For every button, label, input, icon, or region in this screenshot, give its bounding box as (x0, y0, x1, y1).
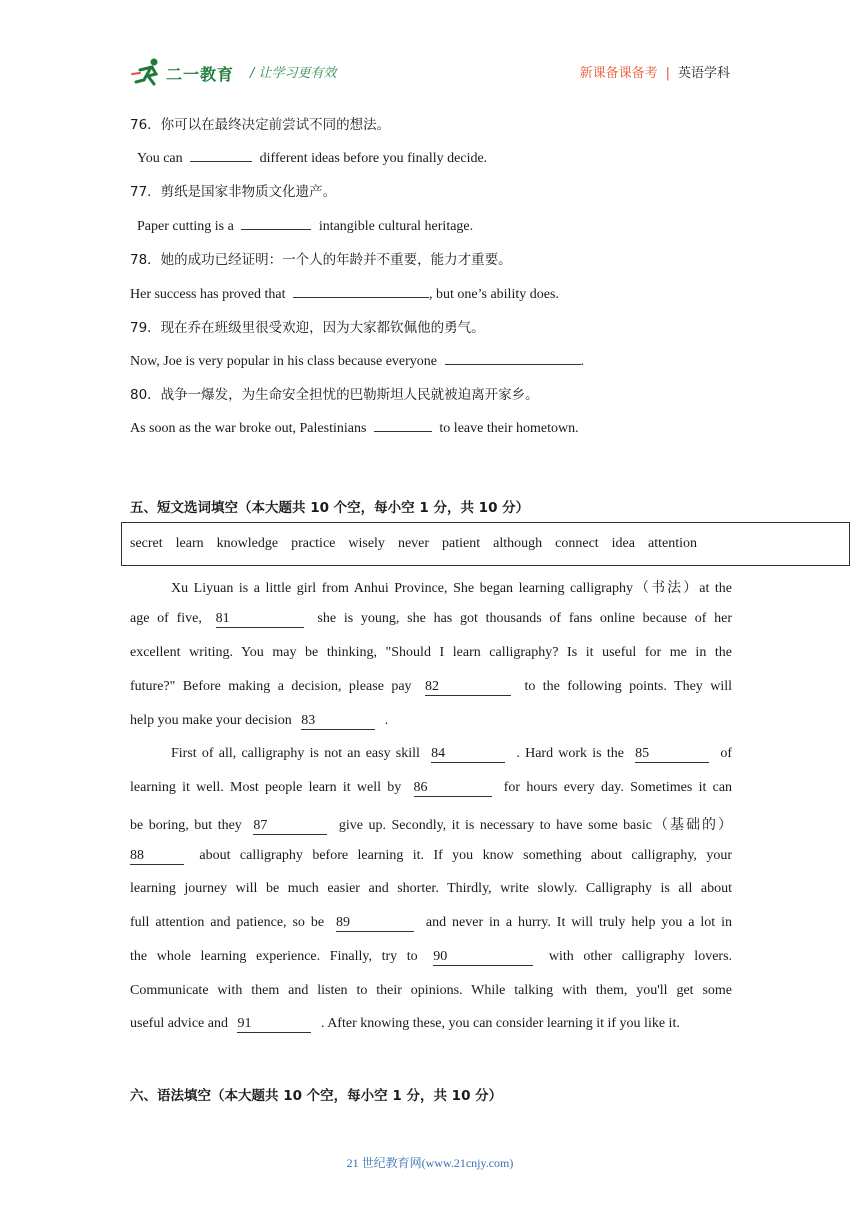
word-bank-item: idea (611, 536, 635, 551)
question-76-chinese: 76．你可以在最终决定前尝试不同的想法。 (130, 117, 391, 133)
question-76-english (137, 147, 487, 167)
question-78-blank[interactable] (293, 283, 429, 298)
blank-91[interactable]: 91 (237, 1016, 311, 1033)
blank-86[interactable]: 86 (414, 780, 492, 797)
passage-text: be boring, but they (130, 818, 242, 833)
word-bank-item: connect (555, 536, 599, 551)
page-header (130, 56, 730, 90)
passage-text: about calligraphy before learning it. If you know something about calligraphy, your (199, 848, 733, 863)
passage-line (130, 679, 732, 696)
passage-line (130, 611, 732, 628)
word-bank-item: secret (130, 536, 163, 551)
question-76-blank[interactable] (190, 147, 252, 162)
passage-line (130, 780, 732, 797)
word-bank (130, 536, 697, 552)
question-80-prefix: As soon as the war broke out, Palestinians (130, 421, 367, 436)
question-79-blank[interactable] (445, 350, 581, 365)
question-80-blank[interactable] (374, 417, 432, 432)
question-78-prefix: Her success has proved that (130, 287, 286, 302)
word-bank-item: learn (175, 536, 204, 551)
question-80-english (130, 417, 579, 437)
question-77-chinese: 77．剪纸是国家非物质文化遗产。 (130, 184, 337, 200)
passage-line: learning journey will be much easier and shorter. Thirdly, write slowly. Calligraphy is all about (130, 881, 732, 896)
question-79-chinese: 79．现在乔在班级里很受欢迎，因为大家都钦佩他的勇气。 (130, 320, 485, 336)
passage-text: future?" Before making a decision, please pay (130, 679, 412, 694)
blank-85[interactable]: 85 (635, 746, 709, 763)
header-tag-left: 新课备课备考 (579, 66, 658, 81)
question-77-suffix: intangible cultural heritage. (318, 219, 474, 234)
blank-87[interactable]: 87 (253, 818, 327, 835)
passage-text: . After knowing these, you can consider learning it if you like it. (320, 1016, 680, 1031)
passage-text: . (384, 713, 389, 728)
passage-text: of (720, 746, 733, 761)
passage-text: give up. Secondly, it is necessary to have some basic（基础的） (338, 818, 733, 833)
passage-line: Communicate with them and listen to their opinions. While talking with them, you'll get some (130, 983, 732, 998)
passage-text: and never in a hurry. It will truly help you a lot in (425, 915, 732, 930)
blank-83[interactable]: 83 (301, 713, 375, 730)
question-80-suffix: to leave their hometown. (439, 421, 579, 436)
passage-text: to the following points. They will (524, 679, 733, 694)
passage-line (130, 949, 732, 966)
word-bank-item: never (397, 536, 430, 551)
logo (130, 56, 242, 88)
header-slogan: / 让学习更有效 (250, 66, 337, 81)
word-bank-item: knowledge (216, 536, 279, 551)
passage-text: learning it well. Most people learn it well by (130, 780, 402, 795)
passage-text: for hours every day. Sometimes it can (503, 780, 733, 795)
blank-90[interactable]: 90 (433, 949, 533, 966)
passage-text: with other calligraphy lovers. (548, 949, 733, 964)
question-77-prefix: Paper cutting is a (137, 219, 234, 234)
question-76-prefix: You can (137, 151, 183, 166)
passage-text: . Hard work is the (516, 746, 624, 761)
passage-text: the whole learning experience. Finally, try to (130, 949, 418, 964)
passage-text: help you make your decision (130, 713, 292, 728)
section-5-title: 五、短文选词填空（本大题共 10 个空，每小空 1 分，共 10 分） (130, 500, 530, 516)
passage-text: age of five, (130, 611, 202, 626)
question-76-suffix: different ideas before you finally decide. (259, 151, 488, 166)
section-6-title: 六、语法填空（本大题共 10 个空，每小空 1 分，共 10 分） (130, 1088, 503, 1104)
question-79-suffix: . (580, 354, 585, 369)
passage-line: Xu Liyuan is a little girl from Anhui Province, She began learning calligraphy（书法）at the (171, 581, 732, 596)
passage-text: she is young, she has got thousands of fans online because of her (317, 611, 733, 626)
word-bank-item: practice (291, 536, 336, 551)
question-80-chinese: 80．战争一爆发，为生命安全担忧的巴勒斯坦人民就被迫离开家乡。 (130, 387, 539, 403)
word-bank-item: patient (442, 536, 481, 551)
passage-line (130, 915, 732, 932)
passage-text: First of all, calligraphy is not an easy skill (171, 746, 420, 761)
word-bank-item: although (493, 536, 543, 551)
question-79-english (130, 350, 584, 370)
blank-89[interactable]: 89 (336, 915, 414, 932)
passage-line (130, 848, 732, 865)
blank-82[interactable]: 82 (425, 679, 511, 696)
header-tag-right: 英语学科 (677, 66, 730, 81)
runner-logo-icon (130, 56, 166, 88)
page-footer: 21 世纪教育网(www.21cnjy.com) (346, 1156, 514, 1170)
header-subject-tag (580, 62, 730, 81)
header-tag-separator: | (665, 66, 670, 81)
question-78-suffix: , but one’s ability does. (429, 287, 559, 302)
passage-line (130, 1016, 732, 1033)
passage-line (130, 814, 732, 835)
passage-line (130, 713, 732, 730)
word-bank-item: wisely (348, 536, 385, 551)
question-77-english (137, 215, 473, 235)
passage-line (171, 746, 732, 763)
blank-88[interactable]: 88 (130, 848, 184, 865)
logo-text: 二一教育 (166, 65, 235, 84)
word-bank-box (121, 522, 850, 566)
question-77-blank[interactable] (241, 215, 311, 230)
question-78-english (130, 283, 559, 303)
word-bank-item: attention (648, 536, 697, 551)
passage-text: useful advice and (130, 1016, 228, 1031)
blank-81[interactable]: 81 (216, 611, 304, 628)
question-79-prefix: Now, Joe is very popular in his class because everyone (130, 354, 438, 369)
passage-text: full attention and patience, so be (130, 915, 325, 930)
question-78-chinese: 78．她的成功已经证明：一个人的年龄并不重要，能力才重要。 (130, 252, 512, 268)
blank-84[interactable]: 84 (431, 746, 505, 763)
passage-line: excellent writing. You may be thinking, "Should I learn calligraphy? Is it useful for me in the (130, 645, 732, 660)
